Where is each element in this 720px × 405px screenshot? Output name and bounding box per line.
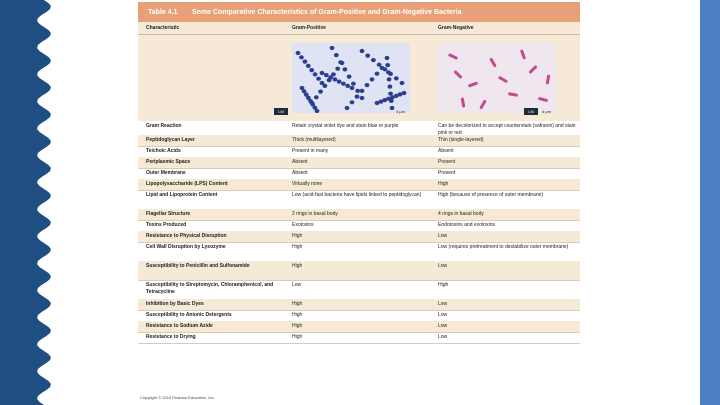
characteristic-cell: Periplasmic Space (146, 159, 191, 165)
bacillus-cell (508, 92, 518, 97)
gram-positive-cell: High (292, 301, 303, 307)
coccus-cell (324, 73, 329, 77)
coccus-cell (309, 68, 314, 72)
gram-positive-micrograph (292, 43, 410, 113)
coccus-cell (345, 84, 350, 88)
coccus-cell (315, 109, 320, 113)
column-headers (138, 22, 580, 35)
gram-negative-cell: Low (requires pretreatment to destabilize outer membrane) (438, 244, 569, 250)
bacillus-cell (448, 53, 458, 60)
table-title: Some Comparative Characteristics of Gram-Positive and Gram-Negative Bacteria (192, 8, 462, 16)
gram-positive-cell: Virtually none (292, 181, 323, 187)
gram-negative-cell: Low (438, 233, 448, 239)
characteristic-cell: Peptidoglycan Layer (146, 137, 195, 143)
gram-negative-cell: Low (438, 323, 448, 329)
coccus-cell (365, 83, 370, 87)
coccus-cell (334, 53, 339, 57)
micrograph-row (138, 35, 580, 121)
characteristic-cell: Toxins Produced (146, 222, 187, 228)
table-row (138, 121, 580, 136)
coccus-cell (316, 77, 321, 81)
gram-negative-cell: Can be decolorized to accept counterstain (safranin) and stain pink or red (438, 123, 576, 136)
coccus-cell (371, 58, 376, 62)
gram-negative-cells-image (438, 43, 556, 113)
scale-bar-negative: 4 μm (542, 109, 551, 114)
characteristic-cell: Lipopolysaccharide (LPS) Content (146, 181, 228, 187)
table-header (138, 2, 580, 22)
coccus-cell (389, 99, 394, 103)
table-number: Table 4.1 (148, 8, 178, 16)
gram-negative-cell: Low (438, 263, 448, 269)
coccus-cell (390, 106, 395, 110)
characteristic-cell: Resistance to Drying (146, 334, 196, 340)
gram-negative-cell: Present (438, 170, 456, 176)
gram-positive-cell: 2 rings in basal body (292, 211, 338, 217)
textbook-table (138, 2, 580, 403)
wave-edge-shape (0, 0, 62, 405)
table-row (138, 242, 580, 262)
gram-positive-cell: Absent (292, 170, 308, 176)
gram-negative-cell: High (438, 282, 449, 288)
bacillus-cell (498, 76, 508, 84)
coccus-cell (400, 81, 405, 85)
gram-positive-cell: High (292, 334, 303, 340)
gram-negative-cell: Low (438, 301, 448, 307)
coccus-cell (296, 51, 301, 55)
gram-negative-cell: 4 rings in basal body (438, 211, 484, 217)
gram-positive-cell: High (292, 263, 303, 269)
coccus-cell (343, 67, 348, 71)
coccus-cell (351, 82, 356, 86)
gram-positive-cell: Exotoxins (292, 222, 314, 228)
coccus-cell (303, 60, 308, 64)
gram-negative-cell: Low (438, 334, 448, 340)
coccus-cell (360, 96, 365, 100)
lm-label-negative: LM (524, 108, 538, 115)
characteristic-cell: Resistance to Physical Disruption (146, 233, 227, 239)
coccus-cell (350, 86, 355, 90)
coccus-cell (335, 67, 340, 71)
table-row (138, 190, 580, 210)
coccus-cell (328, 75, 333, 79)
coccus-cell (337, 80, 342, 84)
table-row (138, 332, 580, 344)
characteristic-cell: Susceptibility to Streptomycin, Chloramphenicol, and Tetracycline (146, 282, 274, 295)
gram-positive-cell: Absent (292, 159, 308, 165)
coccus-cell (299, 55, 304, 59)
characteristic-cell: Cell Wall Disruption by Lysozyme (146, 244, 226, 250)
coccus-cell (360, 49, 365, 53)
coccus-cell (320, 71, 325, 75)
coccus-cell (333, 77, 338, 81)
coccus-cell (385, 56, 390, 60)
coccus-cell (314, 95, 319, 99)
coccus-cell (385, 63, 390, 67)
copyright-text: Copyright © 2010 Pearson Education, Inc. (140, 395, 215, 400)
coccus-cell (402, 91, 407, 95)
gram-positive-cell: Present in many (292, 148, 329, 154)
characteristic-cell: Flagellar Structure (146, 211, 191, 217)
gram-positive-cells-image (292, 43, 410, 113)
bacillus-cell (461, 97, 466, 107)
coccus-cell (375, 72, 380, 76)
coccus-cell (345, 106, 350, 110)
coccus-cell (370, 77, 375, 81)
gram-negative-micrograph (438, 43, 556, 113)
gram-positive-cell: High (292, 312, 303, 318)
bacillus-cell (468, 81, 478, 87)
characteristic-cell: Gram Reaction (146, 123, 182, 129)
coccus-cell (388, 85, 393, 89)
coccus-cell (306, 64, 311, 68)
coccus-cell (365, 54, 370, 58)
coccus-cell (355, 95, 360, 99)
gram-positive-cell: High (292, 233, 303, 239)
coccus-cell (330, 46, 335, 50)
scale-bar-positive: 4 μm (396, 109, 405, 114)
coccus-cell (387, 77, 392, 81)
characteristic-cell: Resistance to Sodium Azide (146, 323, 213, 329)
gram-positive-cell: Thick (multilayered) (292, 137, 336, 143)
coccus-cell (355, 89, 360, 93)
decorative-wave-band (0, 0, 62, 405)
gram-negative-cell: High (438, 181, 449, 187)
table-row (138, 280, 580, 300)
bacillus-cell (453, 70, 462, 79)
decorative-right-band (700, 0, 720, 405)
gram-negative-cell: Absent (438, 148, 454, 154)
coccus-cell (338, 60, 343, 64)
characteristic-cell: Outer Membrane (146, 170, 186, 176)
column-header-gram-negative: Gram-Negative (438, 25, 474, 31)
gram-negative-cell: Endotoxins and exotoxins (438, 222, 495, 228)
characteristic-cell: Teichoic Acids (146, 148, 181, 154)
characteristic-cell: Lipid and Lipoprotein Content (146, 192, 218, 198)
gram-negative-cell: Present (438, 159, 456, 165)
gram-negative-cell: High (because of presence of outer membrane) (438, 192, 544, 198)
coccus-cell (341, 82, 346, 86)
characteristic-cell: Susceptibility to Anionic Detergents (146, 312, 232, 318)
coccus-cell (347, 75, 352, 79)
bacillus-cell (479, 99, 487, 109)
bacillus-cell (528, 65, 537, 74)
coccus-cell (360, 89, 365, 93)
coccus-cell (350, 100, 355, 104)
gram-positive-cell: Low (292, 282, 302, 288)
bacillus-cell (538, 97, 548, 102)
gram-positive-cell: High (292, 323, 303, 329)
coccus-cell (313, 72, 318, 76)
coccus-cell (394, 76, 399, 80)
column-header-characteristic: Characteristic (146, 25, 180, 31)
column-header-gram-positive: Gram-Positive (292, 25, 326, 31)
gram-positive-cell: Low (acid-fast bacteria have lipids linked to peptidoglycan) (292, 192, 422, 198)
gram-negative-cell: Low (438, 312, 448, 318)
table-row (138, 261, 580, 281)
coccus-cell (323, 84, 328, 88)
coccus-cell (388, 92, 393, 96)
coccus-cell (386, 70, 391, 74)
bacillus-cell (546, 74, 551, 84)
characteristic-cell: Inhibition by Basic Dyes (146, 301, 204, 307)
characteristic-cell: Susceptibility to Penicillin and Sulfonamide (146, 263, 250, 269)
lm-label-positive: LM (274, 108, 288, 115)
bacillus-cell (520, 49, 526, 59)
coccus-cell (318, 90, 323, 94)
bacillus-cell (489, 57, 497, 67)
gram-positive-cell: Retain crystal violet dye and stain blue or purple (292, 123, 399, 129)
coccus-cell (383, 67, 388, 71)
coccus-cell (377, 63, 382, 67)
gram-positive-cell: High (292, 244, 303, 250)
gram-negative-cell: Thin (single-layered) (438, 137, 484, 143)
